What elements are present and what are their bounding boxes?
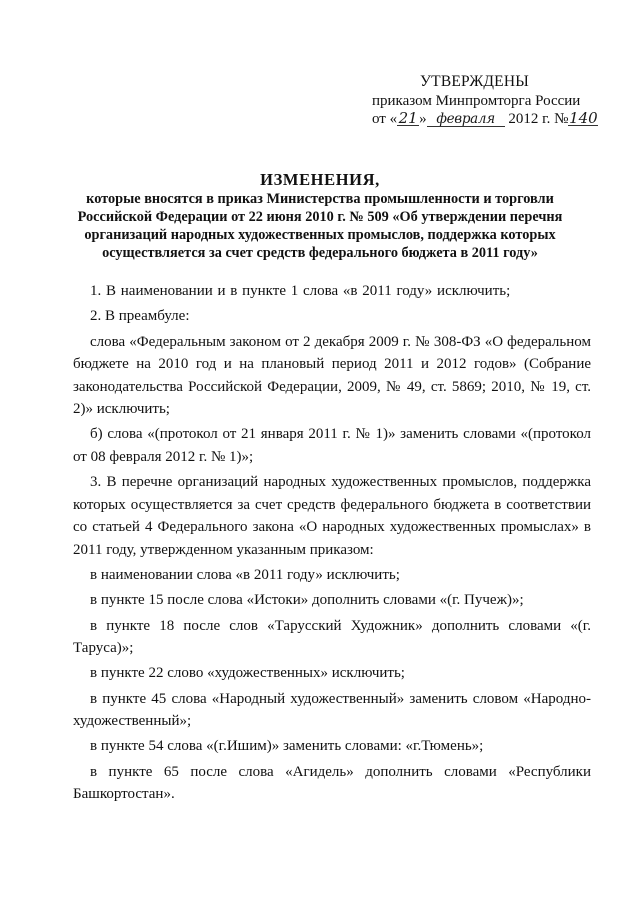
paragraph-item-3e: в пункте 45 слова «Народный художественный» заменить словом «Народно-художественный»;: [73, 690, 591, 730]
heading-subtitle-line-4: осуществляется за счет средств федерального бюджета в 2011 году»: [102, 245, 538, 261]
heading-subtitle-line-2: Российской Федерации от 22 июня 2010 г. № 509 «Об утверждении перечня: [77, 209, 563, 225]
paragraph-item-3: 3. В перечне организаций народных художественных промыслов, поддержка которых осуществляется за счет средств федерального бюджета в соответствии со статьей 4 Федерального закона «О народных художественных промыслах» в 2011 году, утвержденном указанным приказом:: [73, 474, 591, 558]
handwritten-month: февраля: [427, 112, 505, 127]
paragraph-item-3c: в пункте 18 после слов «Тарусский Художник» дополнить словами «(г. Таруса)»;: [73, 617, 591, 657]
paragraph-item-3f: в пункте 54 слова «(г.Ишим)» заменить словами: «г.Тюмень»;: [90, 738, 484, 755]
paragraph-item-1: 1. В наименовании и в пункте 1 слова «в 2011 году» исключить;: [90, 283, 511, 299]
paragraph-item-3g: в пункте 65 после слова «Агидель» дополнить словами «Республики Башкортостан».: [73, 763, 591, 803]
order-from-prefix: от «: [372, 111, 398, 127]
document-body: [73, 280, 591, 806]
paragraph-item-3d: в пункте 22 слово «художественных» исключить;: [90, 665, 405, 682]
approval-order-by: приказом Минпромторга России: [372, 93, 581, 109]
order-year: 2012 г. №: [504, 111, 569, 127]
order-quote-close: »: [419, 111, 427, 127]
handwritten-day: 21: [398, 109, 418, 127]
heading-subtitle-line-1: которые вносятся в приказ Министерства промышленности и торговли: [86, 191, 554, 207]
paragraph-item-2b: б) слова «(протокол от 21 января 2011 г. № 1)» заменить словами «(протокол от 08 февраля 2012 г. № 1)»;: [73, 426, 591, 465]
paragraph-item-2a: слова «Федеральным законом от 2 декабря 2009 г. № 308-ФЗ «О федеральном бюджете на 2010 год и на плановый период 2011 и 2012 годов» (Собрание законодательства Российской Федерации, 2009, № 49, ст. 5869; 2010, № 19, ст. 2)» исключить;: [73, 333, 591, 418]
approval-title: УТВЕРЖДЕНЫ: [420, 73, 529, 90]
approval-stamp: [0, 0, 640, 140]
handwritten-order-number: 140: [569, 109, 598, 127]
approval-order-line: [372, 111, 598, 128]
document-heading: [40, 170, 600, 262]
paragraph-item-3a: в наименовании слова «в 2011 году» исключить;: [90, 566, 400, 583]
heading-subtitle-line-3: организаций народных художественных промыслов, поддержка которых: [84, 227, 556, 243]
paragraph-item-3b: в пункте 15 после слова «Истоки» дополнить словами «(г. Пучеж)»;: [90, 592, 524, 609]
paragraph-item-2: 2. В преамбуле:: [90, 308, 190, 325]
heading-title: ИЗМЕНЕНИЯ,: [260, 170, 380, 189]
